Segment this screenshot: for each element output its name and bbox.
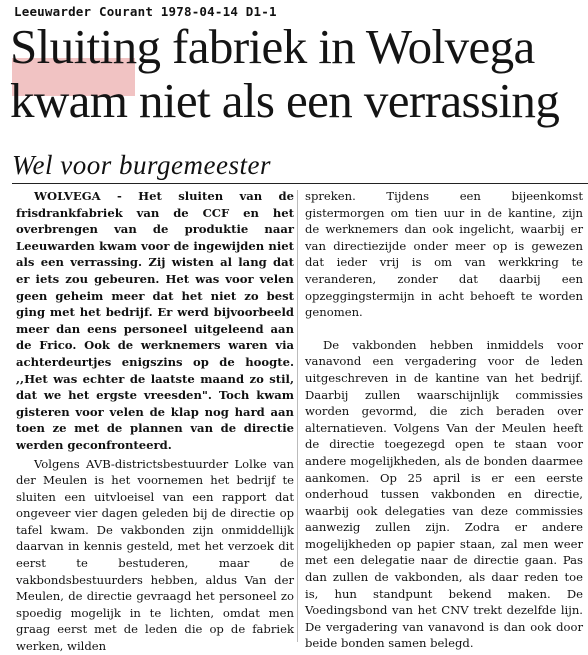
article-column-right [305, 188, 583, 652]
paragraph-gap [305, 321, 583, 337]
article-paragraph: spreken. Tijdens een bijeenkomst gistermorgen om tien uur in de kantine, zijn de werknemers dan ook ingelicht, waarbij er van directiezijde onder meer op is gewezen dat ieder vrij is om van werkkring te veranderen, zonder dat daarbij een opzeggingstermijn in acht behoeft te worden genomen. [305, 189, 583, 320]
article-paragraph: Volgens AVB-districtsbestuurder Lolke van der Meulen is het voornemen het bedrijf te sluiten een uitvloeisel van een rapport dat ongeveer vier dagen geleden bij de directie op tafel kwam. De vakbonden zijn onmiddellijk daarvan in kennis gesteld, met het verzoek dit eerst te bestuderen, maar de vakbondsbestuurders hebben, aldus Van der Meulen, de directie gevraagd het personeel zo spoedig mogelijk in te lichten, omdat men graag eerst met de leden die op de fabriek werken, wilden [16, 456, 294, 654]
headline [10, 20, 585, 128]
subheadline: Wel voor burgemeester [12, 150, 271, 180]
article-lead-paragraph: WOLVEGA - Het sluiten van de frisdrankfabriek van de CCF en het overbrengen van de produktie naar Leeuwarden kwam voor de ingewijden niet als een verrassing. Zij wisten al lang dat er iets zou gebeuren. Het was voor velen geen geheim meer dat het niet zo best ging met het bedrijf. Er werd bijvoorbeeld meer dan eens personeel uitgeleend aan de Frico. Ook de werknemers waren via achterdeurtjes enigszins op de hoogte. ,,Het was echter de laatste maand zo stil, dat we het ergste vreesden". Toch kwam gisteren voor velen de klap nog hard aan toen ze met de plannen van de directie werden geconfronteerd. [16, 189, 294, 452]
headline-line-1: Sluiting fabriek in Wolvega [10, 19, 535, 74]
article-column-left [16, 188, 294, 655]
source-line: Leeuwarder Courant 1978-04-14 D1-1 [14, 4, 277, 19]
headline-line-2: kwam niet als een verrassing [10, 73, 560, 128]
article-paragraph: De vakbonden hebben inmiddels voor vanavond een vergadering voor de leden uitgeschreven in de kantine van het bedrijf. Daarbij zullen waarschijnlijk commissies worden gevormd, die zich beraden over alternatieven. Volgens Van der Meulen heeft de directie toegezegd open te staan voor andere mogelijkheden, als de bonden daarmee aankomen. Op 25 april is er een eerste onderhoud tussen vakbonden en directie, waarbij ook delegaties van deze commissies aanwezig zullen zijn. Zodra er andere mogelijkheden op papier staan, zal men weer met een delegatie naar de directie gaan. Pas dan zullen de vakbonden, als daar reden toe is, hun standpunt bekend maken. De Voedingsbond van het CNV trekt dezelfde lijn. De vergadering van vanavond is dan ook door beide bonden samen belegd. [305, 337, 583, 651]
divider-rule [12, 183, 588, 184]
column-separator [297, 190, 298, 642]
